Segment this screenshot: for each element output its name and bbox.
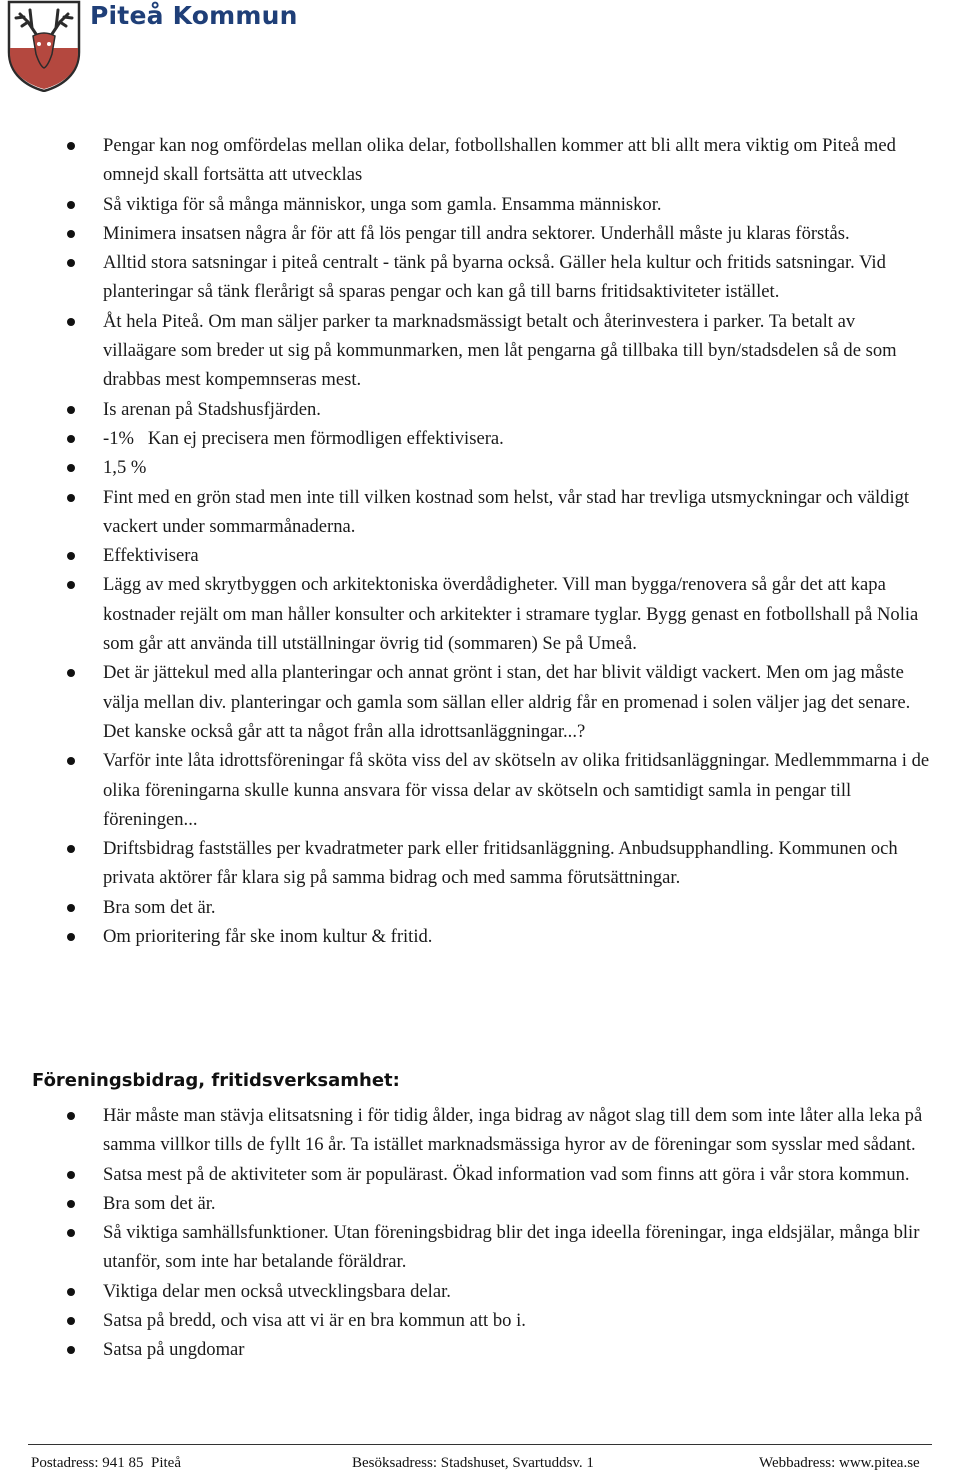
list-item (0, 922, 960, 951)
list-item-text: Driftsbidrag fastställes per kvadratmeter park eller fritidsanläggning. Anbudsupphandling. Kommunen och privata aktörer får klara sig på samma bidrag och med samma förutsättningar. (103, 838, 898, 889)
list-item-text: Om prioritering får ske inom kultur & fritid. (103, 926, 433, 948)
list-item (0, 893, 960, 922)
list-item (0, 1335, 960, 1364)
list-item-text: Åt hela Piteå. Om man säljer parker ta marknadsmässigt betalt och återinvestera i parker. Ta betalt av villaägare som breder ut sig på kommunmarken, men låt pengarna gå tillbaka till byn/stadsdelen så de som drabbas mest kompemnseras mest. (103, 310, 897, 391)
list-item (0, 1160, 960, 1189)
bullet-icon (67, 230, 75, 238)
pitea-coat-of-arms-reindeer-icon (6, 0, 82, 92)
list-item (0, 658, 960, 746)
list-item-text: Satsa på ungdomar (103, 1339, 245, 1361)
list-item-text: Här måste man stävja elitsatsning i för tidig ålder, inga bidrag av något slag till dem som inte låter alla leka på samma villkor tills de fyllt 16 år. Ta istället marknadsmässiga hyror av de föreningar som sysslar med sådant. (103, 1105, 923, 1156)
list-item (0, 746, 960, 834)
list-item-text: Effektivisera (103, 545, 199, 567)
bullet-icon (67, 581, 75, 589)
bullet-icon (67, 464, 75, 472)
bullet-icon (67, 669, 75, 677)
bullet-icon (67, 1200, 75, 1208)
bullet-icon (67, 845, 75, 853)
list-item-text: Fint med en grön stad men inte till vilken kostnad som helst, vår stad har trevliga utsmyckningar och väldigt vackert under sommarmånaderna. (103, 486, 910, 537)
list-item (0, 190, 960, 219)
list-item (0, 570, 960, 658)
list-item (0, 1101, 960, 1160)
list-item-text: Bra som det är. (103, 1192, 216, 1214)
bullet-icon (67, 1229, 75, 1237)
bullet-icon (67, 142, 75, 150)
bullet-icon (67, 201, 75, 209)
bullet-icon (67, 1317, 75, 1325)
list-item-text: Satsa mest på de aktiviteter som är populärast. Ökad information vad som finns att göra i vår stora kommun. (103, 1163, 910, 1185)
list-item (0, 483, 960, 542)
bullet-icon (67, 435, 75, 443)
list-item (0, 248, 960, 307)
footer-visiting-address: Besöksadress: Stadshuset, Svartuddsv. 1 (352, 1455, 594, 1471)
footer-postal-address: Postadress: 941 85 Piteå (31, 1455, 181, 1471)
footer-web-address: Webbadress: www.pitea.se (759, 1455, 920, 1471)
footer-divider (28, 1444, 932, 1445)
list-item-text: Det är jättekul med alla planteringar och annat grönt i stan, det har blivit väldigt vackert. Men om jag måste välja mellan div. planteringar och gamla som sällan eller aldrig får en promenad i solen väljer jag det senare. Det kanske också går att ta något från alla idrottsanläggningar...? (103, 662, 911, 742)
list-item (0, 1189, 960, 1218)
list-item (0, 131, 960, 190)
list-item-text: Alltid stora satsningar i piteå centralt - tänk på byarna också. Gäller hela kultur och fritids satsningar. Vid planteringar så tänk flerårigt så sparas pengar och kan gå till barns fritidsaktiviteter istället. (103, 252, 886, 303)
list-item-text: Så viktiga för så många människor, unga som gamla. Ensamma människor. (103, 193, 662, 215)
bullet-icon (67, 494, 75, 502)
bullet-list-comments (0, 131, 960, 951)
list-item (0, 219, 960, 248)
list-item (0, 834, 960, 893)
list-item-text: Pengar kan nog omfördelas mellan olika delar, fotbollshallen kommer att bli allt mera viktig om Piteå med omnejd skall fortsätta att utvecklas (103, 135, 896, 186)
list-item (0, 541, 960, 570)
section-heading: Föreningsbidrag, fritidsverksamhet: (32, 1070, 400, 1091)
list-item (0, 1306, 960, 1335)
list-item-text: Varför inte låta idrottsföreningar få sköta viss del av skötseln av olika fritidsanläggningar. Medlemmmarna i de olika föreningarna skulle kunna ansvara för vissa delar av skötseln och samtidigt samla in pengar till föreningen... (103, 750, 930, 830)
list-item (0, 424, 960, 453)
list-item-text: 1,5 % (103, 457, 147, 479)
list-item-text: Satsa på bredd, och visa att vi är en bra kommun att bo i. (103, 1310, 526, 1332)
bullet-list-association-grants (0, 1101, 960, 1365)
list-item (0, 1218, 960, 1277)
bullet-icon (67, 318, 75, 326)
list-item (0, 307, 960, 395)
bullet-icon (67, 1112, 75, 1120)
list-item (0, 1277, 960, 1306)
organization-name: Piteå Kommun (90, 1, 298, 30)
bullet-icon (67, 757, 75, 765)
bullet-icon (67, 552, 75, 560)
bullet-icon (67, 1346, 75, 1354)
list-item-text: Så viktiga samhällsfunktioner. Utan föreningsbidrag blir det inga ideella föreningar, inga eldsjälar, många blir utanför, som inte har betalande föräldrar. (103, 1222, 920, 1273)
list-item (0, 395, 960, 424)
bullet-icon (67, 1288, 75, 1296)
bullet-icon (67, 406, 75, 414)
list-item-text: Bra som det är. (103, 896, 216, 918)
list-item (0, 453, 960, 482)
bullet-icon (67, 904, 75, 912)
bullet-icon (67, 933, 75, 941)
bullet-icon (67, 259, 75, 267)
bullet-icon (67, 1171, 75, 1179)
list-item-text: Lägg av med skrytbyggen och arkitektoniska överdådigheter. Vill man bygga/renovera så går det att kapa kostnader rejält om man håller konsulter och arkitekter i stramare tyglar. Bygg genast en fotbollshall på Nolia som går att använda till utställningar övrig tid (sommaren) Se på Umeå. (103, 574, 919, 655)
list-item-text: Is arenan på Stadshusfjärden. (103, 398, 321, 420)
list-item-text: -1% Kan ej precisera men förmodligen effektivisera. (103, 427, 504, 449)
page-header (6, 0, 406, 92)
list-item-text: Viktiga delar men också utvecklingsbara delar. (103, 1280, 451, 1302)
list-item-text: Minimera insatsen några år för att få lös pengar till andra sektorer. Underhåll måste ju klaras förstås. (103, 222, 850, 244)
